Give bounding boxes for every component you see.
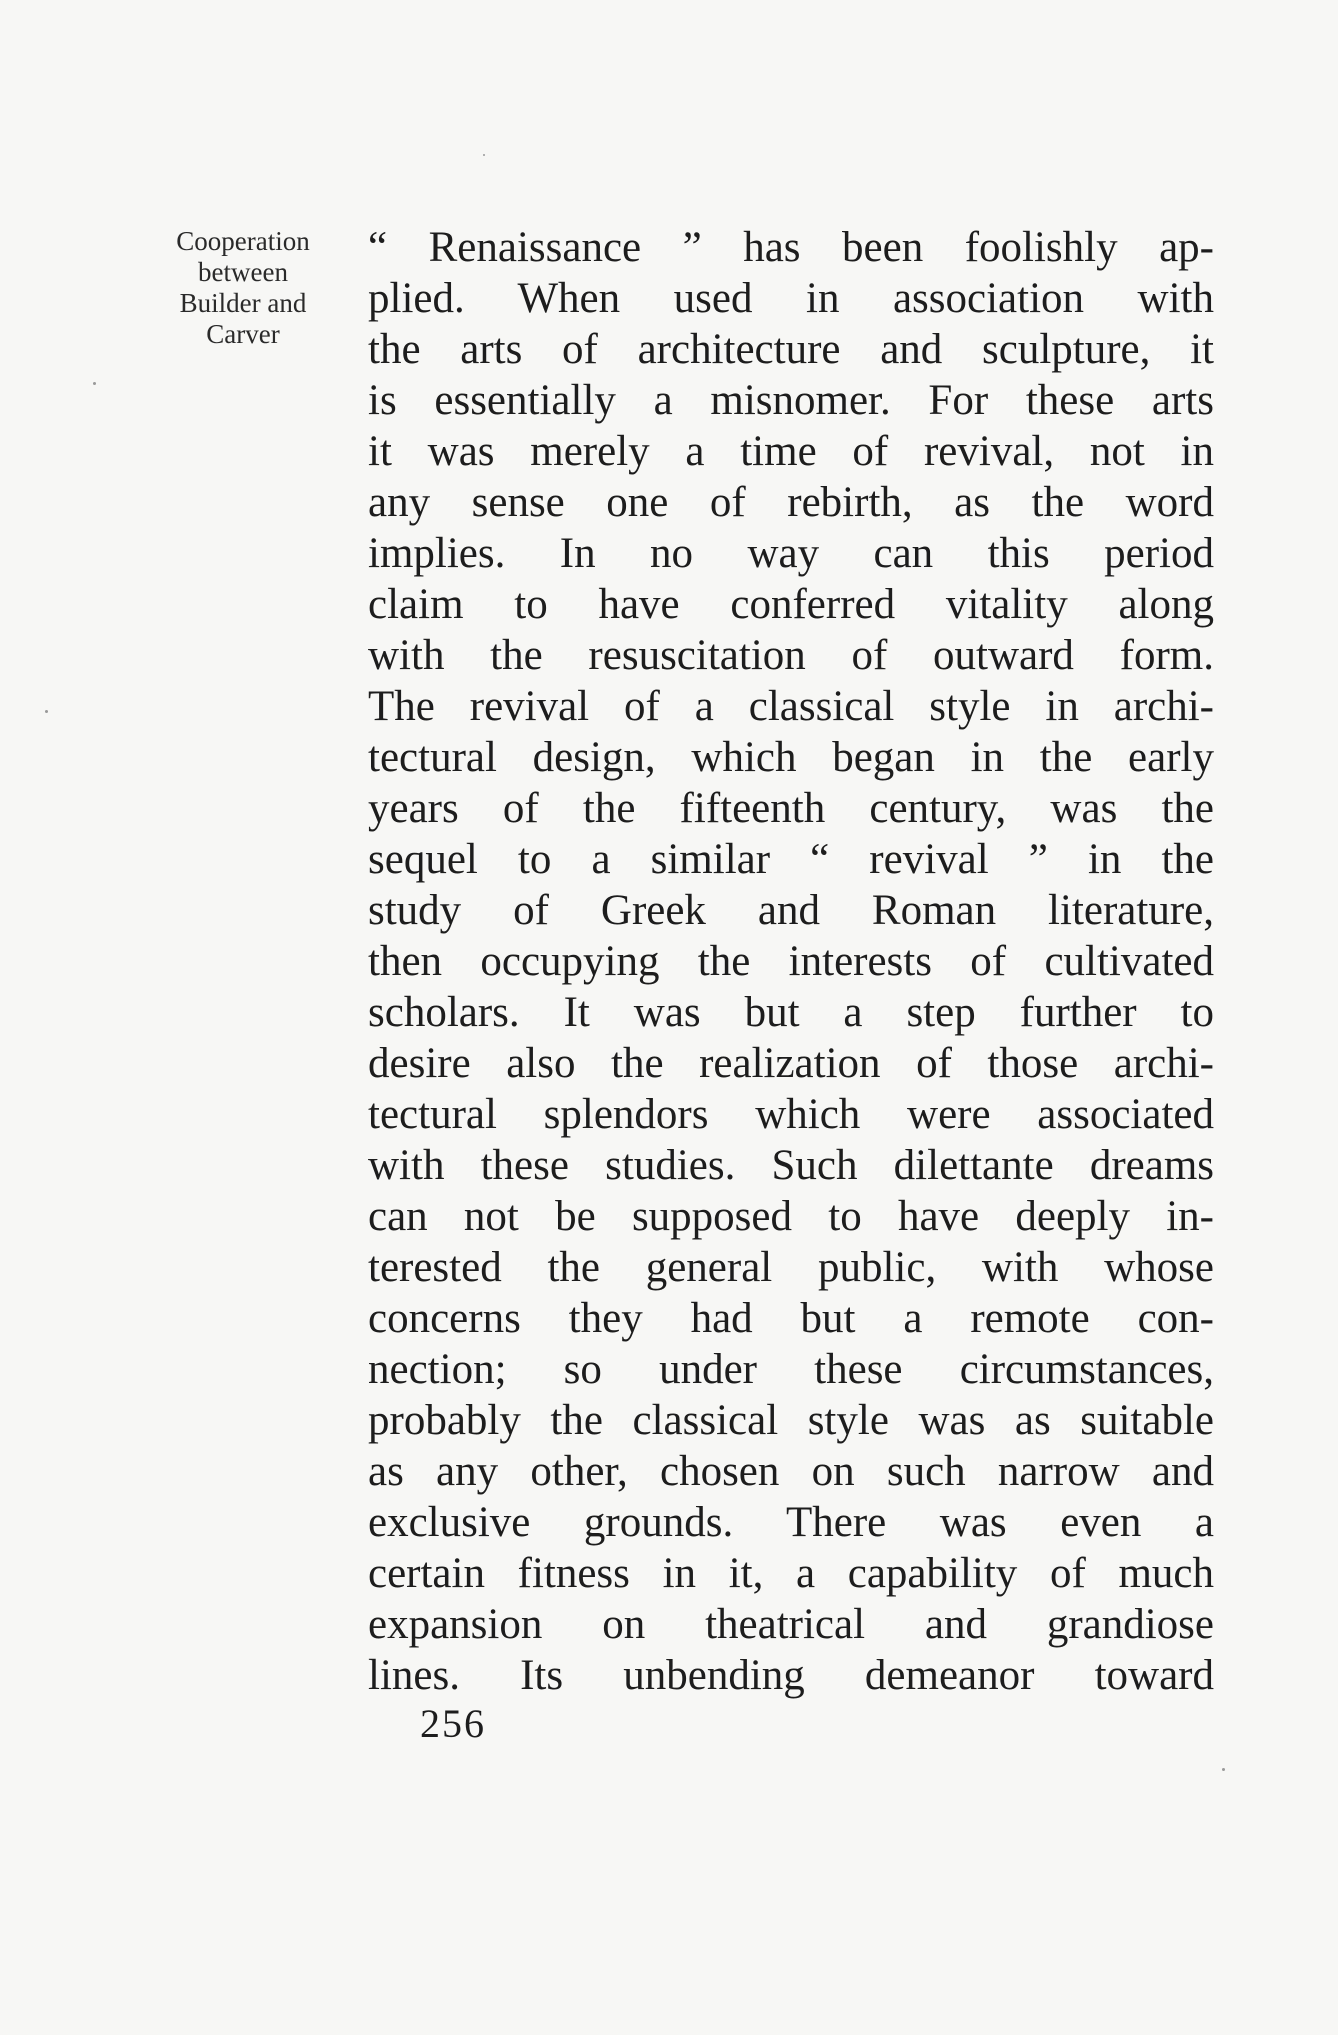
- text-line: the arts of architecture and sculpture, it: [368, 326, 1214, 373]
- margin-note-line: Builder and: [179, 288, 307, 318]
- margin-note-line: Carver: [206, 319, 280, 349]
- text-line: expansion on theatrical and grandiose: [368, 1601, 1214, 1648]
- paper-speck: [1222, 1768, 1225, 1771]
- text-line: The revival of a classical style in archi-: [368, 683, 1214, 730]
- paper-speck: [93, 382, 96, 385]
- text-line: claim to have conferred vitality along: [368, 581, 1214, 628]
- page-number: 256: [420, 1701, 486, 1746]
- margin-note: [148, 226, 338, 350]
- text-line: can not be supposed to have deeply in-: [368, 1193, 1214, 1240]
- text-line: lines. Its unbending demeanor toward: [368, 1652, 1214, 1699]
- text-line: plied. When used in association with: [368, 275, 1214, 322]
- text-line: scholars. It was but a step further to: [368, 989, 1214, 1036]
- body-text: [368, 222, 1214, 1701]
- text-line: any sense one of rebirth, as the word: [368, 479, 1214, 526]
- text-line: concerns they had but a remote con-: [368, 1295, 1214, 1342]
- text-line: then occupying the interests of cultivated: [368, 938, 1214, 985]
- text-line: as any other, chosen on such narrow and: [368, 1448, 1214, 1495]
- text-line: “ Renaissance ” has been foolishly ap-: [368, 224, 1214, 271]
- text-line: tectural splendors which were associated: [368, 1091, 1214, 1138]
- text-line: with these studies. Such dilettante dreams: [368, 1142, 1214, 1189]
- text-line: with the resuscitation of outward form.: [368, 632, 1214, 679]
- text-line: terested the general public, with whose: [368, 1244, 1214, 1291]
- text-line: tectural design, which began in the early: [368, 734, 1214, 781]
- paper-speck: [483, 154, 485, 156]
- text-line: it was merely a time of revival, not in: [368, 428, 1214, 475]
- text-line: is essentially a misnomer. For these arts: [368, 377, 1214, 424]
- text-line: implies. In no way can this period: [368, 530, 1214, 577]
- margin-note-line: between: [198, 257, 288, 287]
- text-line: probably the classical style was as suitable: [368, 1397, 1214, 1444]
- margin-note-line: Cooperation: [176, 226, 310, 256]
- text-line: nection; so under these circumstances,: [368, 1346, 1214, 1393]
- text-line: years of the fifteenth century, was the: [368, 785, 1214, 832]
- text-line: sequel to a similar “ revival ” in the: [368, 836, 1214, 883]
- text-line: certain fitness in it, a capability of much: [368, 1550, 1214, 1597]
- text-line: study of Greek and Roman literature,: [368, 887, 1214, 934]
- text-line: exclusive grounds. There was even a: [368, 1499, 1214, 1546]
- paper-speck: [45, 710, 48, 713]
- text-line: desire also the realization of those archi-: [368, 1040, 1214, 1087]
